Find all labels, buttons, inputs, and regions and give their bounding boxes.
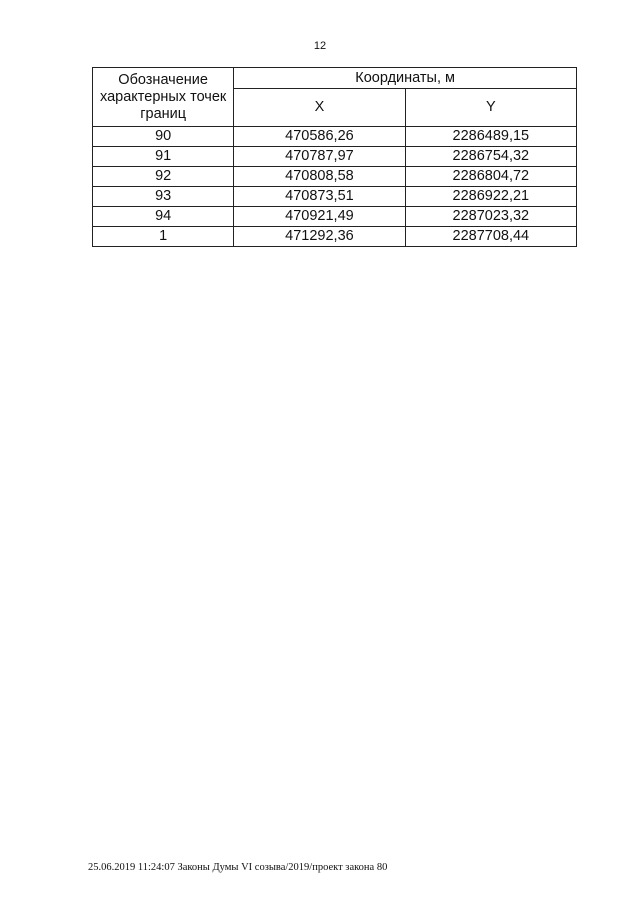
header-x-label: X [234,89,405,127]
y-cell: 2286489,15 [405,127,576,147]
point-cell: 91 [93,147,234,167]
table-row [93,167,577,187]
page-number: 12 [313,40,327,52]
y-cell: 2286754,32 [405,147,576,167]
x-cell: 470787,97 [234,147,405,167]
table-row [93,207,577,227]
y-cell: 2286804,72 [405,167,576,187]
document-footer: 25.06.2019 11:24:07 Законы Думы VI созыва/2019/проект закона 80 [88,862,388,873]
y-cell: 2287708,44 [405,227,576,247]
x-cell: 470921,49 [234,207,405,227]
header-point-label: Обозначение характерных точек границ [93,68,234,127]
header-y-label: Y [405,89,576,127]
header-coordinates-label: Координаты, м [234,68,577,89]
table-row [93,127,577,147]
point-cell: 92 [93,167,234,187]
x-cell: 470873,51 [234,187,405,207]
table-row [93,227,577,247]
y-cell: 2286922,21 [405,187,576,207]
point-cell: 93 [93,187,234,207]
x-cell: 470586,26 [234,127,405,147]
x-cell: 471292,36 [234,227,405,247]
table-row [93,147,577,167]
point-cell: 90 [93,127,234,147]
point-cell: 1 [93,227,234,247]
point-cell: 94 [93,207,234,227]
coordinates-table [92,67,577,247]
table-row [93,187,577,207]
x-cell: 470808,58 [234,167,405,187]
y-cell: 2287023,32 [405,207,576,227]
